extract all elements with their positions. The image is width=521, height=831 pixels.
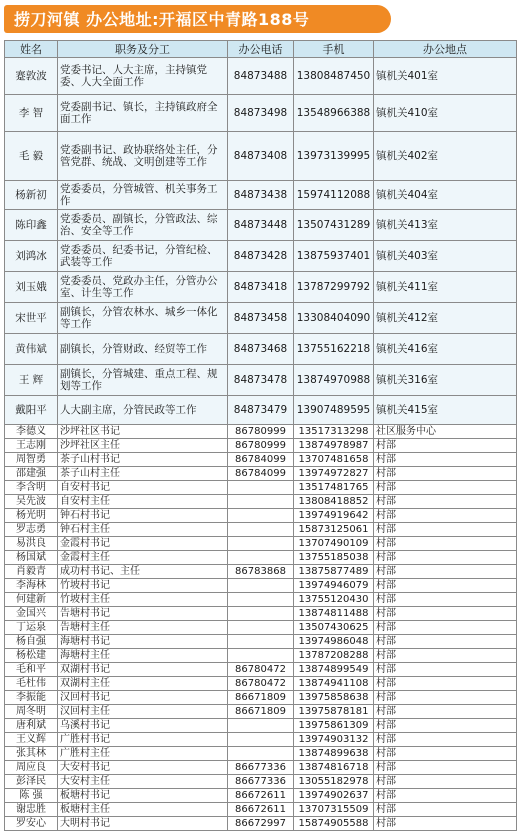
table-cell-duty: 海塘村主任 (58, 649, 228, 663)
table-row (5, 789, 517, 803)
table-cell-location: 村部 (374, 509, 517, 523)
table-cell-mobile: 13787208288 (294, 649, 374, 663)
table-cell-location: 镇机关411室 (374, 272, 517, 303)
column-header-mobile: 手机 (294, 41, 374, 58)
column-header-location: 办公地点 (374, 41, 517, 58)
table-cell-location: 镇机关412室 (374, 303, 517, 334)
table-cell-location: 镇机关402室 (374, 132, 517, 181)
table-cell-office-phone (228, 607, 294, 621)
table-cell-office-phone: 86783868 (228, 565, 294, 579)
table-cell-name: 刘玉娥 (5, 272, 58, 303)
table-cell-office-phone (228, 621, 294, 635)
table-cell-mobile: 13974986048 (294, 635, 374, 649)
table-cell-mobile: 13755120430 (294, 593, 374, 607)
table-row (5, 481, 517, 495)
table-cell-duty: 金霞村书记 (58, 537, 228, 551)
table-cell-location: 村部 (374, 747, 517, 761)
table-cell-office-phone: 84873458 (228, 303, 294, 334)
table-cell-location: 村部 (374, 719, 517, 733)
table-row (5, 425, 517, 439)
table-cell-office-phone (228, 551, 294, 565)
table-cell-duty: 竹坡村主任 (58, 593, 228, 607)
table-row (5, 761, 517, 775)
table-cell-duty: 广胜村书记 (58, 733, 228, 747)
table-cell-office-phone: 84873478 (228, 365, 294, 396)
table-cell-location: 村部 (374, 691, 517, 705)
table-cell-mobile: 13517481765 (294, 481, 374, 495)
table-row (5, 396, 517, 425)
table-row (5, 705, 517, 719)
table-cell-duty: 双湖村主任 (58, 677, 228, 691)
table-row (5, 241, 517, 272)
table-row (5, 95, 517, 132)
table-cell-name: 王志刚 (5, 439, 58, 453)
table-cell-name: 黄伟斌 (5, 334, 58, 365)
table-cell-office-phone: 84873408 (228, 132, 294, 181)
table-cell-office-phone: 86672611 (228, 803, 294, 817)
table-cell-office-phone (228, 635, 294, 649)
table-cell-duty: 钟石村主任 (58, 523, 228, 537)
table-cell-location: 村部 (374, 817, 517, 831)
table-cell-office-phone: 84873488 (228, 58, 294, 95)
table-cell-duty: 乌溪村书记 (58, 719, 228, 733)
table-cell-location: 村部 (374, 761, 517, 775)
table-cell-location: 村部 (374, 439, 517, 453)
table-cell-duty: 沙坪社区书记 (58, 425, 228, 439)
table-row (5, 649, 517, 663)
table-row (5, 303, 517, 334)
table-cell-office-phone (228, 537, 294, 551)
table-cell-name: 毛杜伟 (5, 677, 58, 691)
table-cell-location: 村部 (374, 551, 517, 565)
table-cell-duty: 自安村主任 (58, 495, 228, 509)
table-cell-mobile: 13907489595 (294, 396, 374, 425)
table-row (5, 495, 517, 509)
table-cell-mobile: 13874970988 (294, 365, 374, 396)
table-cell-duty: 党委委员，分管城管、机关事务工作 (58, 181, 228, 210)
table-cell-mobile: 13974903132 (294, 733, 374, 747)
table-cell-location: 村部 (374, 537, 517, 551)
table-cell-name: 陈印鑫 (5, 210, 58, 241)
table-cell-name: 杨新初 (5, 181, 58, 210)
table-cell-location: 村部 (374, 635, 517, 649)
table-cell-name: 唐利斌 (5, 719, 58, 733)
table-cell-location: 村部 (374, 663, 517, 677)
table-cell-name: 罗安心 (5, 817, 58, 831)
table-cell-location: 镇机关413室 (374, 210, 517, 241)
table-cell-name: 蹇敦波 (5, 58, 58, 95)
table-cell-duty: 板塘村书记 (58, 789, 228, 803)
table-cell-name: 张其林 (5, 747, 58, 761)
table-row (5, 210, 517, 241)
table-cell-office-phone: 84873468 (228, 334, 294, 365)
contact-table (4, 40, 517, 831)
table-cell-mobile: 13874899549 (294, 663, 374, 677)
table-cell-duty: 党委书记、人大主席，主持镇党委、人大全面工作 (58, 58, 228, 95)
table-row (5, 691, 517, 705)
table-cell-duty: 党委副书记、镇长，主持镇政府全面工作 (58, 95, 228, 132)
table-cell-duty: 板塘村主任 (58, 803, 228, 817)
table-cell-name: 周智勇 (5, 453, 58, 467)
table-cell-office-phone (228, 481, 294, 495)
table-cell-mobile: 13874816718 (294, 761, 374, 775)
table-cell-mobile: 13875877489 (294, 565, 374, 579)
table-row (5, 775, 517, 789)
table-cell-name: 毛和平 (5, 663, 58, 677)
table-cell-mobile: 13875937401 (294, 241, 374, 272)
table-row (5, 509, 517, 523)
table-cell-duty: 副镇长，分管农林水、城乡一体化等工作 (58, 303, 228, 334)
table-cell-mobile: 13874811488 (294, 607, 374, 621)
table-row (5, 719, 517, 733)
table-cell-name: 吴先波 (5, 495, 58, 509)
table-cell-location: 村部 (374, 621, 517, 635)
table-body (5, 58, 517, 831)
table-cell-office-phone: 84873438 (228, 181, 294, 210)
table-cell-mobile: 13755185038 (294, 551, 374, 565)
table-cell-name: 杨光明 (5, 509, 58, 523)
table-cell-office-phone: 86677336 (228, 775, 294, 789)
table-cell-name: 杨自强 (5, 635, 58, 649)
table-cell-location: 村部 (374, 607, 517, 621)
table-row (5, 635, 517, 649)
table-cell-office-phone (228, 747, 294, 761)
table-cell-office-phone (228, 593, 294, 607)
table-cell-duty: 自安村书记 (58, 481, 228, 495)
table-cell-office-phone: 86672611 (228, 789, 294, 803)
table-cell-name: 王义辉 (5, 733, 58, 747)
table-cell-location: 村部 (374, 649, 517, 663)
table-cell-office-phone (228, 579, 294, 593)
table-cell-location: 村部 (374, 495, 517, 509)
table-cell-name: 刘鸿冰 (5, 241, 58, 272)
table-cell-duty: 金霞村主任 (58, 551, 228, 565)
table-row (5, 334, 517, 365)
table-cell-office-phone: 84873418 (228, 272, 294, 303)
table-cell-location: 村部 (374, 677, 517, 691)
table-cell-name: 毛 毅 (5, 132, 58, 181)
table-cell-name: 宋世平 (5, 303, 58, 334)
table-cell-mobile: 15873125061 (294, 523, 374, 537)
table-row (5, 523, 517, 537)
table-cell-location: 镇机关416室 (374, 334, 517, 365)
table-cell-location: 镇机关410室 (374, 95, 517, 132)
table-cell-duty: 告塘村主任 (58, 621, 228, 635)
table-cell-name: 周冬明 (5, 705, 58, 719)
table-row (5, 747, 517, 761)
table-cell-name: 戴阳平 (5, 396, 58, 425)
column-header-name: 姓名 (5, 41, 58, 58)
column-header-duty: 职务及分工 (58, 41, 228, 58)
table-cell-duty: 成功村书记、主任 (58, 565, 228, 579)
table-cell-office-phone (228, 733, 294, 747)
table-row (5, 733, 517, 747)
table-cell-name: 周应良 (5, 761, 58, 775)
table-cell-name: 丁运泉 (5, 621, 58, 635)
table-cell-name: 李德义 (5, 425, 58, 439)
table-cell-location: 村部 (374, 467, 517, 481)
table-cell-location: 村部 (374, 453, 517, 467)
table-cell-mobile: 13507430625 (294, 621, 374, 635)
table-cell-duty: 党委委员、副镇长，分管政法、综治、安全等工作 (58, 210, 228, 241)
table-cell-duty: 党委委员、纪委书记，分管纪检、武装等工作 (58, 241, 228, 272)
table-cell-name: 王 辉 (5, 365, 58, 396)
table-cell-office-phone: 86784099 (228, 453, 294, 467)
table-cell-location: 村部 (374, 803, 517, 817)
table-cell-name: 李海林 (5, 579, 58, 593)
table-cell-office-phone: 86671809 (228, 705, 294, 719)
table-row (5, 181, 517, 210)
table-cell-mobile: 13974972827 (294, 467, 374, 481)
table-cell-location: 村部 (374, 593, 517, 607)
table-row (5, 453, 517, 467)
table-cell-mobile: 13517313298 (294, 425, 374, 439)
table-row (5, 663, 517, 677)
table-cell-duty: 人大副主席，分管民政等工作 (58, 396, 228, 425)
table-cell-office-phone (228, 509, 294, 523)
table-cell-location: 村部 (374, 523, 517, 537)
table-row (5, 579, 517, 593)
table-cell-duty: 大安村书记 (58, 761, 228, 775)
table-cell-name: 李振能 (5, 691, 58, 705)
table-cell-mobile: 13874941108 (294, 677, 374, 691)
table-cell-mobile: 15874905588 (294, 817, 374, 831)
table-cell-name: 罗志勇 (5, 523, 58, 537)
table-cell-name: 何建新 (5, 593, 58, 607)
table-cell-location: 村部 (374, 579, 517, 593)
table-cell-mobile: 13507431289 (294, 210, 374, 241)
table-cell-mobile: 13974919642 (294, 509, 374, 523)
table-cell-mobile: 13707481658 (294, 453, 374, 467)
table-row (5, 467, 517, 481)
table-cell-name: 陈 强 (5, 789, 58, 803)
table-cell-location: 村部 (374, 775, 517, 789)
table-cell-mobile: 13055182978 (294, 775, 374, 789)
table-cell-duty: 副镇长，分管城建、重点工程、规划等工作 (58, 365, 228, 396)
table-cell-location: 镇机关401室 (374, 58, 517, 95)
table-row (5, 607, 517, 621)
table-cell-office-phone: 86784099 (228, 467, 294, 481)
table-cell-office-phone: 84873498 (228, 95, 294, 132)
table-cell-office-phone: 84873479 (228, 396, 294, 425)
table-cell-duty: 党委副书记、政协联络处主任，分管党群、统战、文明创建等工作 (58, 132, 228, 181)
table-cell-location: 镇机关415室 (374, 396, 517, 425)
table-row (5, 593, 517, 607)
table-cell-office-phone: 86780472 (228, 677, 294, 691)
table-cell-duty: 茶子山村书记 (58, 453, 228, 467)
table-cell-duty: 海塘村书记 (58, 635, 228, 649)
table-cell-mobile: 15974112088 (294, 181, 374, 210)
table-cell-location: 村部 (374, 481, 517, 495)
table-row (5, 537, 517, 551)
table-cell-location: 镇机关316室 (374, 365, 517, 396)
banner-title: 捞刀河镇 办公地址:开福区中青路188号 (14, 10, 310, 29)
table-cell-duty: 沙坪社区主任 (58, 439, 228, 453)
table-cell-mobile: 13808487450 (294, 58, 374, 95)
column-header-office-phone: 办公电话 (228, 41, 294, 58)
table-cell-duty: 副镇长，分管财政、经贸等工作 (58, 334, 228, 365)
table-cell-office-phone: 86780999 (228, 439, 294, 453)
table-cell-office-phone: 86677336 (228, 761, 294, 775)
table-row (5, 365, 517, 396)
table-cell-duty: 汉回村主任 (58, 705, 228, 719)
table-cell-office-phone: 86780999 (228, 425, 294, 439)
table-cell-name: 李 智 (5, 95, 58, 132)
table-cell-duty: 汉回村书记 (58, 691, 228, 705)
table-cell-office-phone: 86780472 (228, 663, 294, 677)
table-cell-mobile: 13308404090 (294, 303, 374, 334)
table-cell-duty: 大安村主任 (58, 775, 228, 789)
table-row (5, 272, 517, 303)
table-row (5, 132, 517, 181)
table-cell-office-phone: 86672997 (228, 817, 294, 831)
table-cell-mobile: 13707490109 (294, 537, 374, 551)
table-row (5, 551, 517, 565)
table-cell-duty: 钟石村书记 (58, 509, 228, 523)
table-cell-mobile: 13974902637 (294, 789, 374, 803)
table-row (5, 803, 517, 817)
table-cell-office-phone (228, 523, 294, 537)
table-cell-mobile: 13973139995 (294, 132, 374, 181)
table-cell-name: 肖毅青 (5, 565, 58, 579)
table-cell-mobile: 13975878181 (294, 705, 374, 719)
table-row (5, 565, 517, 579)
table-cell-mobile: 13975861309 (294, 719, 374, 733)
table-cell-name: 杨国斌 (5, 551, 58, 565)
table-cell-mobile: 13787299792 (294, 272, 374, 303)
table-cell-office-phone (228, 495, 294, 509)
table-cell-office-phone: 86671809 (228, 691, 294, 705)
banner (0, 3, 521, 35)
table-cell-mobile: 13548966388 (294, 95, 374, 132)
table-cell-location: 村部 (374, 733, 517, 747)
table-cell-location: 社区服务中心 (374, 425, 517, 439)
table-cell-office-phone: 84873448 (228, 210, 294, 241)
table-cell-duty: 广胜村主任 (58, 747, 228, 761)
table-cell-name: 李含明 (5, 481, 58, 495)
table-cell-mobile: 13707315509 (294, 803, 374, 817)
table-cell-duty: 党委委员、党政办主任，分管办公室、计生等工作 (58, 272, 228, 303)
table-cell-duty: 竹坡村书记 (58, 579, 228, 593)
table-cell-location: 村部 (374, 789, 517, 803)
table-cell-mobile: 13755162218 (294, 334, 374, 365)
table-cell-location: 镇机关404室 (374, 181, 517, 210)
table-row (5, 58, 517, 95)
table-cell-name: 邵建强 (5, 467, 58, 481)
table-cell-location: 村部 (374, 705, 517, 719)
table-cell-name: 易洪良 (5, 537, 58, 551)
table-cell-mobile: 13808418852 (294, 495, 374, 509)
table-cell-office-phone: 84873428 (228, 241, 294, 272)
table-cell-name: 彭泽民 (5, 775, 58, 789)
table-cell-location: 村部 (374, 565, 517, 579)
table-cell-name: 谢忠胜 (5, 803, 58, 817)
table-row (5, 621, 517, 635)
table-cell-office-phone (228, 649, 294, 663)
table-cell-name: 金国兴 (5, 607, 58, 621)
table-row (5, 817, 517, 831)
table-cell-duty: 大明村书记 (58, 817, 228, 831)
table-cell-mobile: 13874978987 (294, 439, 374, 453)
table-cell-duty: 茶子山村主任 (58, 467, 228, 481)
table-cell-mobile: 13974946079 (294, 579, 374, 593)
table-cell-duty: 告塘村书记 (58, 607, 228, 621)
table-row (5, 439, 517, 453)
table-cell-mobile: 13874899638 (294, 747, 374, 761)
table-header-row (5, 41, 517, 58)
table-cell-location: 镇机关403室 (374, 241, 517, 272)
table-cell-office-phone (228, 719, 294, 733)
table-cell-duty: 双湖村书记 (58, 663, 228, 677)
table-cell-name: 杨松建 (5, 649, 58, 663)
table-cell-mobile: 13975858638 (294, 691, 374, 705)
table-row (5, 677, 517, 691)
